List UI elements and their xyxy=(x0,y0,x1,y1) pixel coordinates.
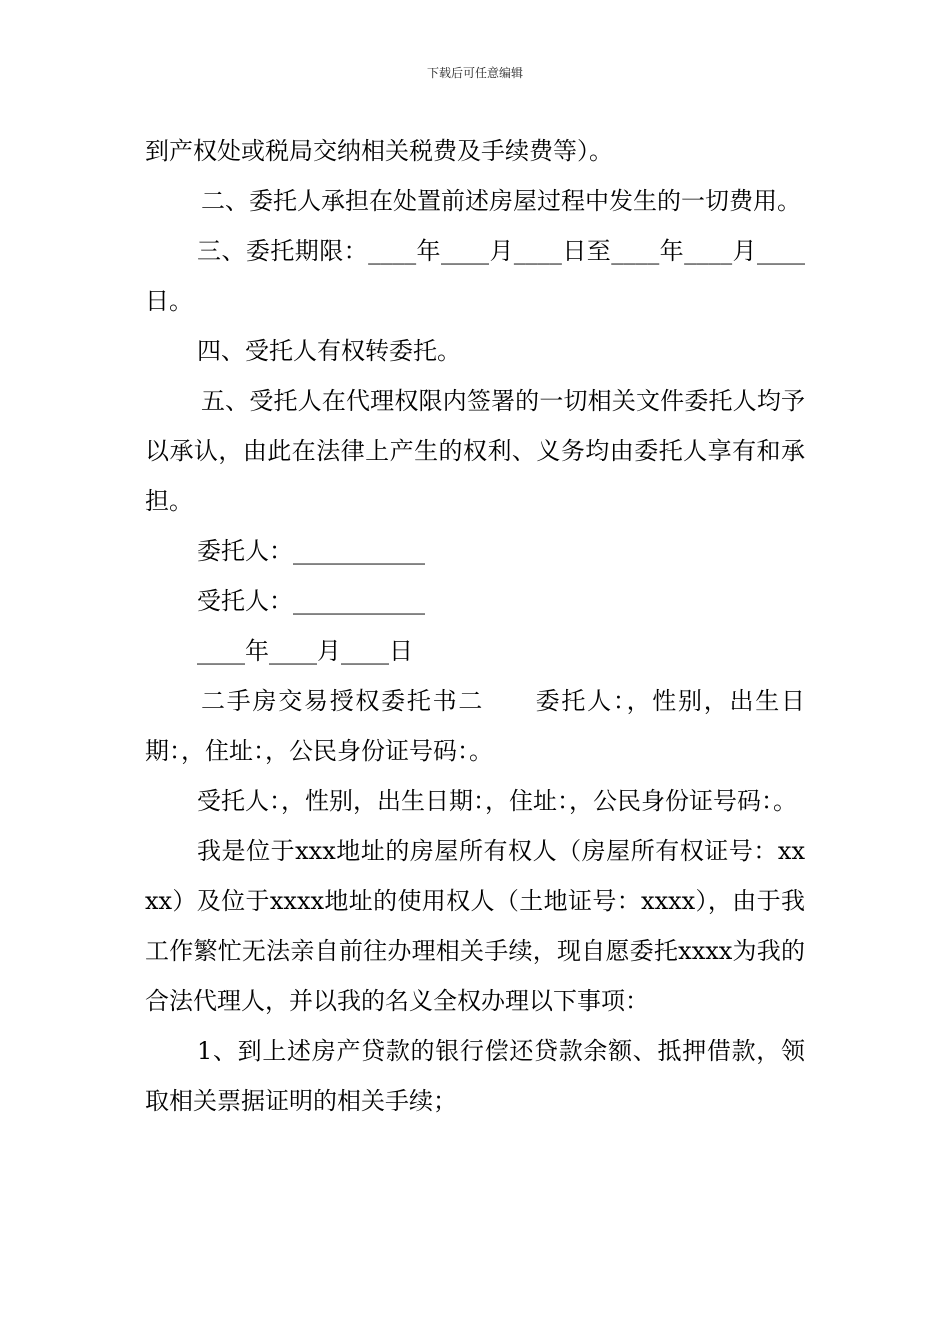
paragraph-fees-continued: 到产权处或税局交纳相关税费及手续费等）。 xyxy=(145,137,613,165)
second-letter-agent-info: 受托人：，性别，出生日期：，住址：，公民身份证号码：。 xyxy=(197,787,797,815)
paragraph-clause-2: 二、委托人承担在处置前述房屋过程中发生的一切费用。 xyxy=(201,187,801,215)
document-body xyxy=(145,126,805,1126)
page-header-note: 下载后可任意编辑 xyxy=(426,66,523,80)
date-line: ____年____月____日 xyxy=(197,637,413,665)
paragraph-item-1: 1、到上述房产贷款的银行偿还贷款余额、抵押借款，领取相关票据证明的相关手续； xyxy=(145,1037,805,1115)
paragraph-clause-4: 四、受托人有权转委托。 xyxy=(197,337,461,365)
second-letter-principal-info: 二手房交易授权委托书二 委托人：，性别，出生日期：，住址：，公民身份证号码：。 xyxy=(145,687,805,765)
paragraph-owner-statement: 我是位于xxx地址的房屋所有权人（房屋所有权证号：xxxx）及位于xxxx地址的使用权人（土地证号：xxxx），由于我工作繁忙无法亲自前往办理相关手续，现自愿委托xxxx为我的合法代理人，并以我的名义全权办理以下事项： xyxy=(145,837,805,1015)
paragraph-clause-5: 五、受托人在代理权限内签署的一切相关文件委托人均予以承认，由此在法律上产生的权利、义务均由委托人享有和承担。 xyxy=(145,387,805,515)
agent-signature-line: 受托人：___________ xyxy=(197,587,425,615)
principal-signature-line: 委托人：___________ xyxy=(197,537,425,565)
paragraph-clause-3-term: 三、委托期限：____年____月____日至____年____月____日。 xyxy=(145,237,805,315)
